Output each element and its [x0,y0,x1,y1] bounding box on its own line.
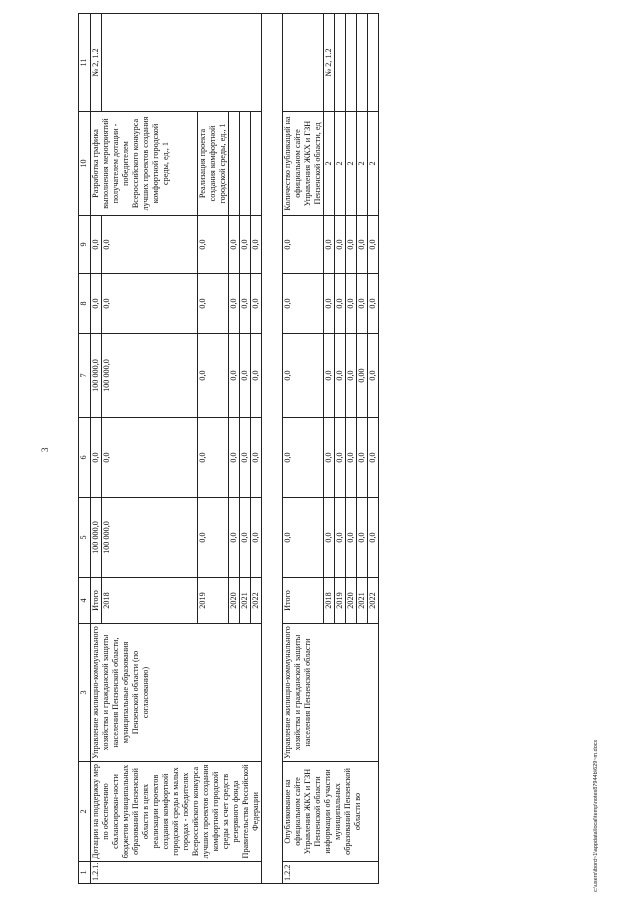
value-cell: 0,0 [346,418,357,498]
value-cell: 0,0 [198,418,229,498]
indicator-cell: Реализация проекта создания комфортной городской среды, ед., 1 [198,112,229,216]
value-cell: 0,0 [229,274,240,334]
value-cell: 0,0 [324,274,335,334]
col-header: 5 [79,498,91,578]
value-cell: 0,0 [283,418,324,498]
table-row [91,14,102,884]
indicator-value: 2 [324,112,335,216]
column-number-row [79,14,91,884]
value-cell: 0,0 [368,498,379,578]
value-cell: 0,0 [357,216,368,274]
table-row [283,14,324,884]
indicator-cell: Количество публикаций на официальном сайте Управления ЖКХ и ГЗН Пензенской области, ед [283,112,324,216]
year-cell: 2019 [198,578,229,624]
indicator-cell: Разработка графика выполнения мероприятий получателем дотации - победителем Всероссийского конкурса лучших проектов создания комфортной городской среды, ед., 1 [91,112,198,216]
value-cell: 0,0 [198,274,229,334]
col-header: 7 [79,334,91,418]
indicator-value: 2 [368,112,379,216]
value-cell: 0,0 [229,334,240,418]
value-cell: 100 000,0 [91,498,102,578]
value-cell: 0,0 [251,216,262,274]
value-cell: 0,0 [283,216,324,274]
value-cell: 0,0 [346,274,357,334]
value-cell: 0,0 [102,274,198,334]
value-cell: 0,0 [346,498,357,578]
value-cell: 0,0 [357,274,368,334]
executor-cell: Управление жилищно-коммунального хозяйства и гражданской защиты населения Пензенской области, муниципальные образования Пензенской области (по согласованию) [91,624,262,762]
program-table [78,13,379,884]
activity-cell: Дотации на поддержку мер по обеспечению сбалансирован-ности бюджетов муниципальных образований Пензенской области в целях реализации проектов создания комфортной городской среды в малых городах - победителях Всероссийского конкурса лучших проектов создания комфортной городской среды за счет средств резервного фонда Правительства Российской Федерации [91,762,262,862]
value-cell: 0,0 [102,418,198,498]
value-cell: 0,0 [229,498,240,578]
ref-cell: № 2, 1.2 [324,14,335,112]
value-cell: 0,0 [335,216,346,274]
rotated-page [78,14,610,884]
item-number: 1.2.2 [283,862,379,884]
year-cell: 2019 [335,578,346,624]
value-cell: 0,0 [368,216,379,274]
value-cell: 0,0 [283,498,324,578]
value-cell: 0,0 [335,498,346,578]
value-cell: 0,0 [240,274,251,334]
value-cell: 0,0 [335,274,346,334]
value-cell: 0,0 [240,334,251,418]
page-number: 3 [40,447,50,452]
activity-cell: Опубликование на официальном сайте Управления ЖКХ и ГЗН Пензенской области информации об участии муниципальных образований Пензенской области во [283,762,379,862]
value-cell: 0,0 [368,334,379,418]
col-header: 4 [79,578,91,624]
value-cell: 0,0 [335,334,346,418]
value-cell: 0,0 [324,334,335,418]
col-header: 8 [79,274,91,334]
value-cell: 0,0 [357,498,368,578]
ref-cell: № 2, 1.2 [91,14,102,112]
value-cell: 0,0 [91,418,102,498]
value-cell: 0,00 [357,334,368,418]
col-header: 2 [79,762,91,862]
value-cell: 0,0 [283,274,324,334]
col-header: 11 [79,14,91,112]
value-cell: 0,0 [229,216,240,274]
file-path-footer: c:\users\ibord~1\appdata\local\temp\notes87944b\629~m.docx [593,739,599,892]
value-cell: 0,0 [240,498,251,578]
indicator-value: 2 [357,112,368,216]
value-cell: 0,0 [91,274,102,334]
year-cell: Итого [283,578,324,624]
value-cell: 100 000,0 [102,334,198,418]
indicator-value: 2 [335,112,346,216]
value-cell: 0,0 [335,418,346,498]
col-header: 9 [79,216,91,274]
item-number: 1.2.1. [91,862,262,884]
value-cell: 0,0 [283,334,324,418]
value-cell: 0,0 [251,334,262,418]
year-cell: 2018 [102,578,198,624]
value-cell: 0,0 [251,274,262,334]
indicator-value: 2 [346,112,357,216]
value-cell: 0,0 [240,216,251,274]
value-cell: 0,0 [198,498,229,578]
year-cell: Итого [91,578,102,624]
separator-row [262,14,283,884]
year-cell: 2022 [251,578,262,624]
executor-cell: Управление жилищно-коммунального хозяйства и гражданской защиты населения Пензенской области [283,624,379,762]
year-cell: 2020 [229,578,240,624]
value-cell: 0,0 [251,498,262,578]
col-header: 1 [79,862,91,884]
value-cell: 0,0 [346,216,357,274]
value-cell: 0,0 [324,418,335,498]
col-header: 3 [79,624,91,762]
year-cell: 2021 [357,578,368,624]
value-cell: 0,0 [91,216,102,274]
value-cell: 100 000,0 [91,334,102,418]
value-cell: 0,0 [102,216,198,274]
year-cell: 2022 [368,578,379,624]
year-cell: 2021 [240,578,251,624]
value-cell: 0,0 [346,334,357,418]
year-cell: 2020 [346,578,357,624]
value-cell: 0,0 [198,216,229,274]
value-cell: 0,0 [324,216,335,274]
value-cell: 0,0 [198,334,229,418]
value-cell: 100 000,0 [102,498,198,578]
value-cell: 0,0 [357,418,368,498]
value-cell: 0,0 [251,418,262,498]
value-cell: 0,0 [324,498,335,578]
value-cell: 0,0 [368,418,379,498]
col-header: 6 [79,418,91,498]
year-cell: 2018 [324,578,335,624]
value-cell: 0,0 [368,274,379,334]
col-header: 10 [79,112,91,216]
value-cell: 0,0 [229,418,240,498]
value-cell: 0,0 [240,418,251,498]
